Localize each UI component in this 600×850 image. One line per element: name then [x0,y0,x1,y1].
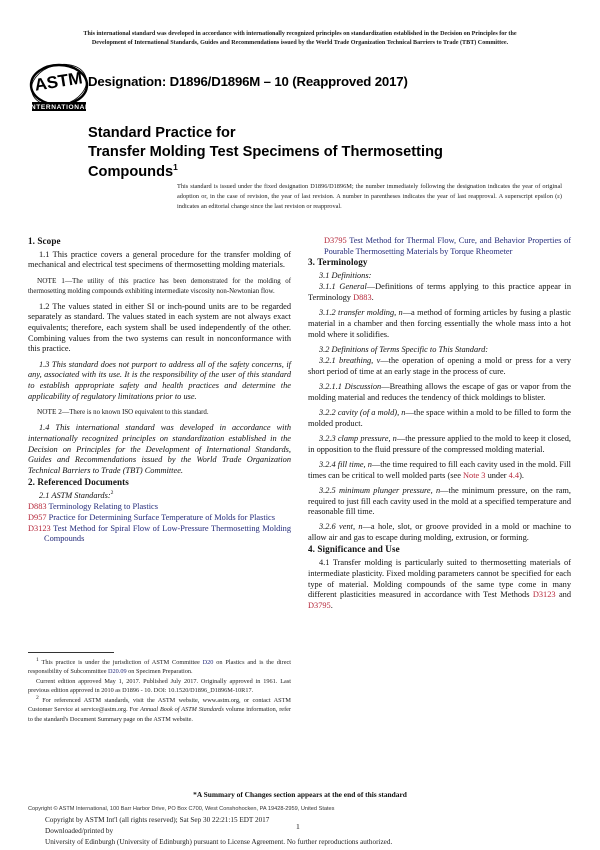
paragraph-3-2-2 [308,408,571,429]
stamp-line-3: University of Edinburgh (University of Edinburgh) pursuant to License Agreement. No further reproductions authorized. [45,837,393,846]
title-line-3: Compounds [88,163,174,180]
reference-id[interactable]: D883 [28,502,47,512]
footnote-1-text-b: on Plastics and is the direct responsibility of Subcommittee [28,659,291,676]
refs-label-text: 2.1 ASTM Standards: [39,490,111,500]
footnote-1-text-a: This practice is under the jurisdiction of ASTM Committee [38,659,203,666]
term-3-1-1: 3.1.1 General [319,282,367,292]
footnote-1 [28,658,291,677]
svg-text:INTERNATIONAL: INTERNATIONAL [28,104,90,112]
text-3-2-4-tail: ). [519,470,524,480]
paragraph-3-2-3 [308,434,571,455]
paragraph-1-1: 1.1 This practice covers a general procedure for the transfer molding of mechanical and electrical test specimens of thermosetting molding materials. [28,249,291,270]
footnote-2 [28,696,291,724]
heading-referenced-documents: 2. Referenced Documents [28,477,129,488]
paragraph-3-2-4 [308,460,571,481]
footnote-1-marker: 1 [36,656,39,663]
reference-title[interactable]: Terminology Relating to Plastics [48,502,158,512]
paragraph-4-1 [308,558,571,612]
designation-text: Designation: D1896/D1896M – 10 (Reapproved 2017) [88,74,408,89]
reference-item[interactable] [308,236,571,257]
heading-significance-and-use: 4. Significance and Use [308,544,400,555]
download-stamp [45,815,565,848]
term-3-2-1: 3.2.1 breathing, v [319,356,381,366]
text-3-1-1-tail: . [371,293,374,303]
tbt-banner-line2: Development of International Standards, Guides and Recommendations issued by the World Trade Organization Technical Barriers to Trade (TBT) Committee. [91,40,509,47]
footnote-1-text-c: on Specimen Preparation. [126,668,193,676]
left-column [28,236,291,545]
page-number: 1 [296,822,300,831]
footnote-edition: Current edition approved May 1, 2017. Published July 2017. Originally approved in 1961. Last previous edition approved in 2010 as D1896 - 10. DOI: 10.1520/D1896_D1896M-10R17. [28,678,291,695]
reference-item[interactable] [28,513,291,524]
link-d20[interactable]: D20 [202,659,214,666]
text-3-1-2: —a method of forming articles by fusing a plastic material in a chamber and then forcing essentially the whole mass into a hot mold where it solidifies. [308,308,571,339]
paragraph-3-2: 3.2 Definitions of Terms Specific to This Standard: [319,344,489,354]
paragraph-3-2-1 [308,356,571,377]
term-3-2-3: 3.2.3 clamp pressure, n [319,433,397,443]
term-3-2-2: 3.2.2 cavity (of a mold), n [319,408,406,418]
designation-row [26,62,574,116]
link-d20-09[interactable]: D20.09 [108,668,127,676]
note-1-label: NOTE 1— [37,276,73,286]
link-note-3[interactable]: Note 3 [463,470,486,480]
paragraph-3-1: 3.1 Definitions: [319,271,372,281]
text-3-2-1: —the operation of opening a mold or press for a very short period of time at an early stage in the process of cure. [308,356,571,376]
text-4-1: 4.1 Transfer molding is particularly suited to thermosetting materials of intermediate plasticity. Fixed molding parameters cannot be specified for each type of material. Molding compounds of the same type come in many different plasticities measured in accordance with Test Methods [308,558,571,600]
note-2-label: NOTE 2— [37,407,70,417]
link-d883[interactable]: D883 [353,293,372,303]
text-3-2-3: —the pressure applied to the mold to keep it closed, in opposition to the fluid pressure of the compressed molding material. [308,433,571,454]
reference-item[interactable] [28,524,291,545]
paragraph-1-2: 1.2 The values stated in either SI or inch-pound units are to be regarded separately as standard. The values stated in each system are not always exact equivalents; therefore, each system shall be used independently of the other. Combining values from the two systems can result in nonconformance with this practice. [28,301,291,354]
summary-of-changes-note: *A Summary of Changes section appears at the end of this standard [193,790,407,799]
link-d3123[interactable]: D3123 [532,590,556,600]
note-2 [28,407,291,418]
copyright-line: Copyright © ASTM International, 100 Barr Harbor Drive, PO Box C700, West Conshohocken, PA 19428-2959, United States [28,806,335,812]
paragraph-1-4: 1.4 This international standard was developed in accordance with internationally recognized principles on standardization established in the Decision on Principles for the Development of International Standards, Guides and Recommendations issued by the World Trade Organization Technical Barriers to Trade (TBT) Committee. [28,423,291,476]
svg-text:ASTM: ASTM [33,68,84,95]
title-footnote-marker: 1 [173,161,178,172]
text-3-2-5: —the minimum pressure, on the ram, required to just fill each cavity used in the mold at a specified temperature and reasonable fill time. [308,485,572,517]
footnote-2-italic: Annual Book of ASTM Standards [140,706,224,714]
text-4-1-mid: and [555,590,571,600]
paragraph-3-2-6 [308,522,571,543]
paragraph-3-2-5 [308,486,571,518]
paragraph-1-3: 1.3 This standard does not purport to address all of the safety concerns, if any, associated with its use. It is the responsibility of the user of this standard to establish appropriate safety and health practices and determine the applicability of regulatory limitations prior to use. [28,359,291,401]
reference-title[interactable]: Test Method for Thermal Flow, Cure, and Behavior Properties of Pourable Thermosetting Materials by Torque Rheometer [324,236,571,256]
term-3-2-4: 3.2.4 fill time, n [319,459,372,469]
paragraph-3-1-1 [308,282,571,303]
reference-id[interactable]: D3123 [28,523,51,533]
text-4-1-tail: . [330,600,333,610]
text-3-2-6: —a hole, slot, or groove provided in a mold or machine to allow air and gas to escape during molding, extrusion, or forming. [308,522,571,543]
text-3-2-4-mid: under [485,470,509,480]
note-1-text: The utility of this practice has been demonstrated for the molding of thermosetting molding compounds exhibiting intermediate viscosity non-Newtonian flow. [28,278,291,295]
reference-title[interactable]: Test Method for Spiral Flow of Low-Pressure Thermosetting Molding Compounds [44,523,292,544]
issue-note: This standard is issued under the fixed designation D1896/D1896M; the number immediately following the designation indicates the year of original adoption or, in the case of revision, the year of last revision. A number in parentheses indicates the year of last reapproval. A superscript epsilon (ε) indicates an editorial change since the last revision or reapproval. [177,183,562,211]
astm-logo-icon [26,62,92,114]
term-3-2-1-1: 3.2.1.1 Discussion [319,382,382,392]
heading-scope: 1. Scope [28,236,61,246]
footnote-2-text-b: volume information, refer to the standard's Document Summary page on the ASTM website. [28,706,292,723]
text-3-2-4: —the time required to fill each cavity used in the mold. Fill times can be critical to well molded parts (see [308,459,572,480]
reference-item[interactable] [28,502,291,513]
text-3-1-1: —Definitions of terms applying to this practice appear in Terminology [308,282,571,303]
title-line-2: Transfer Molding Test Specimens of Thermosetting [88,144,443,161]
refs-label-footnote-marker: 2 [110,490,114,497]
title-line-1: Standard Practice for [88,125,236,141]
link-d3795[interactable]: D3795 [308,600,331,610]
term-3-2-5: 3.2.5 minimum plunger pressure, n [319,485,441,495]
right-column [308,236,571,612]
term-3-2-6: 3.2.6 vent, n [319,522,363,532]
text-3-2-1-1: —Breathing allows the escape of gas or vapor from the molding material and reduces the tendency of thick moldings to blister. [308,382,572,402]
footnote-divider [28,652,114,653]
stamp-line-2: Downloaded/printed by [45,826,114,835]
reference-id[interactable]: D957 [28,512,47,522]
stamp-line-1: Copyright by ASTM Int'l (all rights reserved); Sat Sep 30 22:21:15 EDT 2017 [45,816,270,824]
referenced-standards-label [28,491,291,502]
footnotes [28,658,291,724]
footnote-2-marker: 2 [36,694,39,701]
note-2-text: There is no known ISO equivalent to this standard. [69,409,209,417]
paragraph-3-1-2 [308,308,571,340]
text-3-2-2: —the space within a mold to be filled to form the molded product. [308,408,572,428]
page-title [88,124,558,182]
tbt-banner [33,30,567,49]
link-section-4-4[interactable]: 4.4 [508,470,520,480]
tbt-banner-line1: This international standard was developed in accordance with internationally recognized principles on standardization established in the Decision on Principles for the [83,31,517,37]
heading-terminology: 3. Terminology [308,257,368,268]
term-3-1-2: 3.1.2 transfer molding, n [319,308,403,318]
reference-id[interactable]: D3795 [324,236,347,245]
note-1 [28,276,291,296]
footnote-2-text-a: For referenced ASTM standards, visit the ASTM website, www.astm.org, or contact ASTM Customer Service at service@astm.org. For [28,697,291,714]
paragraph-3-2-1-1 [308,382,571,403]
reference-title[interactable]: Practice for Determining Surface Temperature of Molds for Plastics [48,512,275,522]
